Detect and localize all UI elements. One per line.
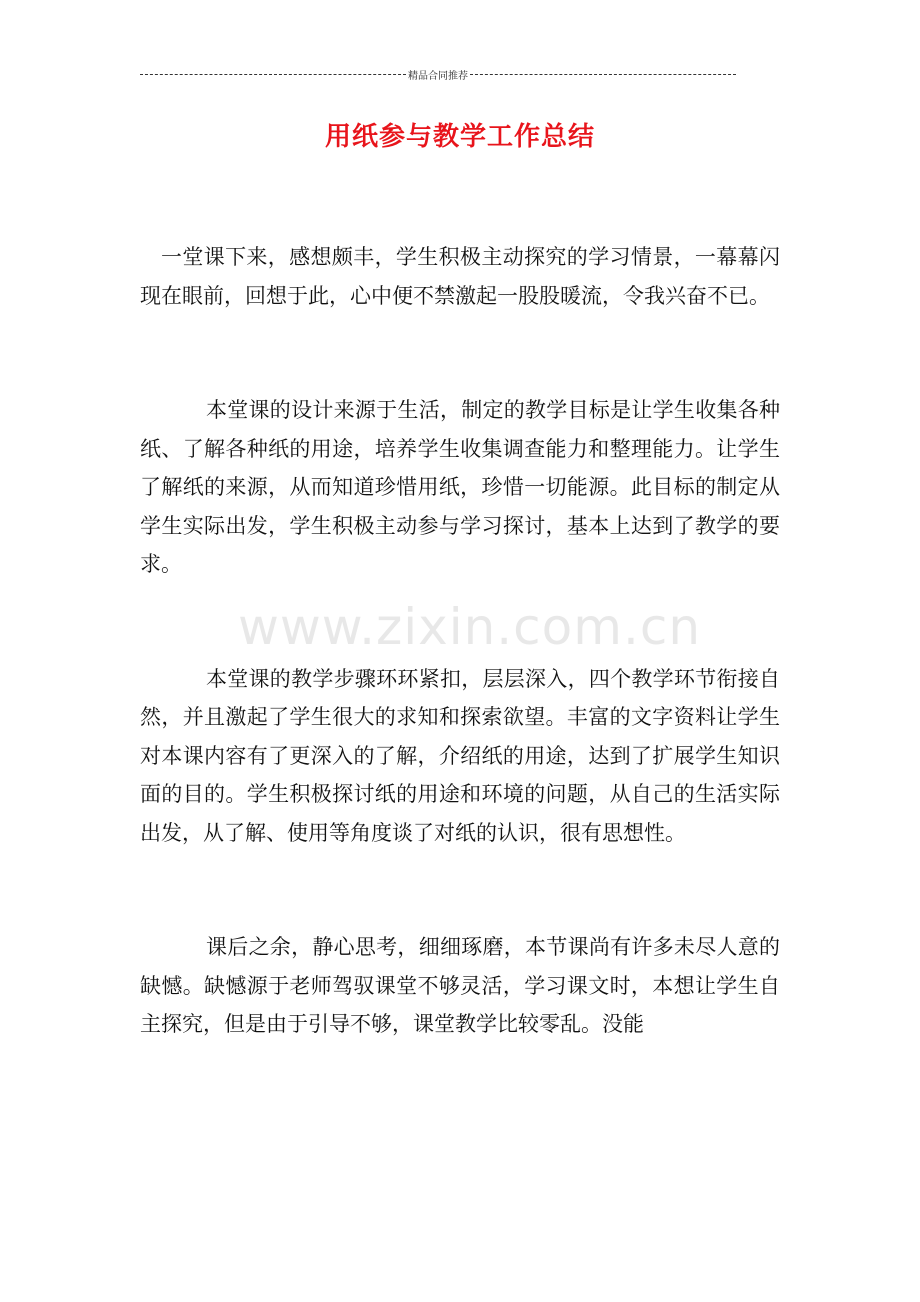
watermark: www.zixin.com.cn (238, 598, 702, 656)
header-dash-left (140, 74, 406, 75)
header-dash-right (470, 74, 736, 75)
document-title: 用纸参与教学工作总结 (324, 122, 595, 152)
paragraph-gap (140, 315, 780, 391)
paragraph-1: 一堂课下来，感想颇丰，学生积极主动探究的学习情景，一幕幕闪现在眼前，回想于此，心中便不禁激起一股股暖流，令我兴奋不已。 (140, 245, 780, 308)
paragraph-gap (140, 584, 780, 660)
paragraph-2: 本堂课的设计来源于生活，制定的教学目标是让学生收集各种纸、了解各种纸的用途，培养学生收集调查能力和整理能力。让学生了解纸的来源，从而知道珍惜用纸，珍惜一切能源。此目标的制定从学生实际出发，学生积极主动参与学习探讨，基本上达到了教学的要求。 (140, 398, 780, 576)
paragraph-4: 课后之余，静心思考，细细琢磨，本节课尚有许多未尽人意的缺憾。缺憾源于老师驾驭课堂不够灵活，学习课文时，本想让学生自主探究，但是由于引导不够，课堂教学比较零乱。没能 (140, 935, 780, 1036)
header-label: 精品合同推荐 (408, 70, 468, 82)
document-body (140, 238, 780, 1044)
header-rule (140, 66, 736, 82)
paragraph-gap (140, 852, 780, 928)
paragraph-3: 本堂课的教学步骤环环紧扣，层层深入，四个教学环节衔接自然，并且激起了学生很大的求知和探索欲望。丰富的文字资料让学生对本课内容有了更深入的了解，介绍纸的用途，达到了扩展学生知识面的目的。学生积极探讨纸的用途和环境的问题，从自己的生活实际出发，从了解、使用等角度谈了对纸的认识，很有思想性。 (140, 666, 780, 845)
